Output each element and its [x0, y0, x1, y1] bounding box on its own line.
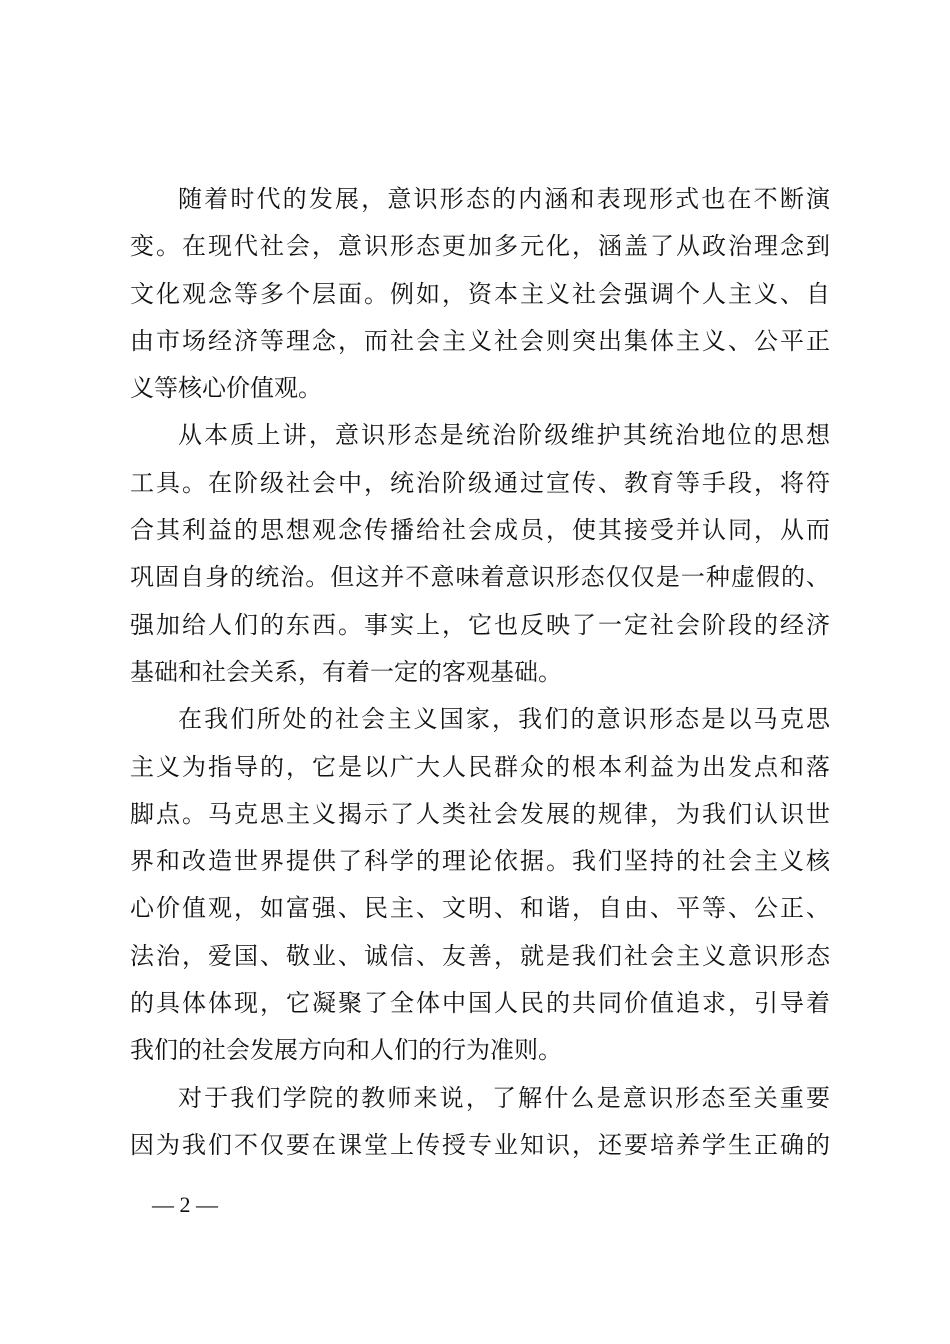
body-text	[130, 176, 830, 1169]
paragraph-2-line-4: 巩固自身的统治。但这并不意味着意识形态仅仅是一种虚假的、	[130, 563, 830, 592]
paragraph-4-line-2: 因为我们不仅要在课堂上传授专业知识，还要培养学生正确的	[130, 1130, 830, 1159]
page-number: — 2 —	[152, 1192, 218, 1217]
paragraph-1-line-3: 文化观念等多个层面。例如，资本主义社会强调个人主义、自	[130, 279, 830, 308]
paragraph-1-line-4: 由市场经济等理念，而社会主义社会则突出集体主义、公平正	[130, 326, 830, 355]
paragraph-2-line-1: 从本质上讲，意识形态是统治阶级维护其统治地位的思想	[178, 421, 830, 450]
paragraph-3-line-5: 心价值观，如富强、民主、文明、和谐，自由、平等、公正、	[130, 894, 830, 923]
paragraph-2-line-2: 工具。在阶级社会中，统治阶级通过宣传、教育等手段，将符	[130, 468, 830, 497]
paragraph-3-line-6: 法治，爱国、敬业、诚信、友善，就是我们社会主义意识形态	[130, 941, 830, 970]
paragraph-3-line-7: 的具体体现，它凝聚了全体中国人民的共同价值追求，引导着	[130, 989, 830, 1018]
paragraph-4-line-1: 对于我们学院的教师来说，了解什么是意识形态至关重要	[178, 1083, 830, 1112]
paragraph-3-line-3: 脚点。马克思主义揭示了人类社会发展的规律，为我们认识世	[130, 799, 830, 828]
paragraph-1-line-5: 义等核心价值观。	[130, 374, 322, 403]
paragraph-1-line-2: 变。在现代社会，意识形态更加多元化，涵盖了从政治理念到	[130, 232, 830, 261]
paragraph-3-line-1: 在我们所处的社会主义国家，我们的意识形态是以马克思	[178, 705, 830, 734]
paragraph-3-line-8: 我们的社会发展方向和人们的行为准则。	[130, 1036, 562, 1065]
paragraph-2-line-6: 基础和社会关系，有着一定的客观基础。	[130, 657, 562, 686]
paragraph-2-line-5: 强加给人们的东西。事实上，它也反映了一定社会阶段的经济	[130, 610, 830, 639]
paragraph-3-line-2: 主义为指导的，它是以广大人民群众的根本利益为出发点和落	[130, 752, 830, 781]
paragraph-3-line-4: 界和改造世界提供了科学的理论依据。我们坚持的社会主义核	[130, 847, 830, 876]
paragraph-2-line-3: 合其利益的思想观念传播给社会成员，使其接受并认同，从而	[130, 516, 830, 545]
paragraph-1-line-1: 随着时代的发展，意识形态的内涵和表现形式也在不断演	[178, 185, 830, 213]
